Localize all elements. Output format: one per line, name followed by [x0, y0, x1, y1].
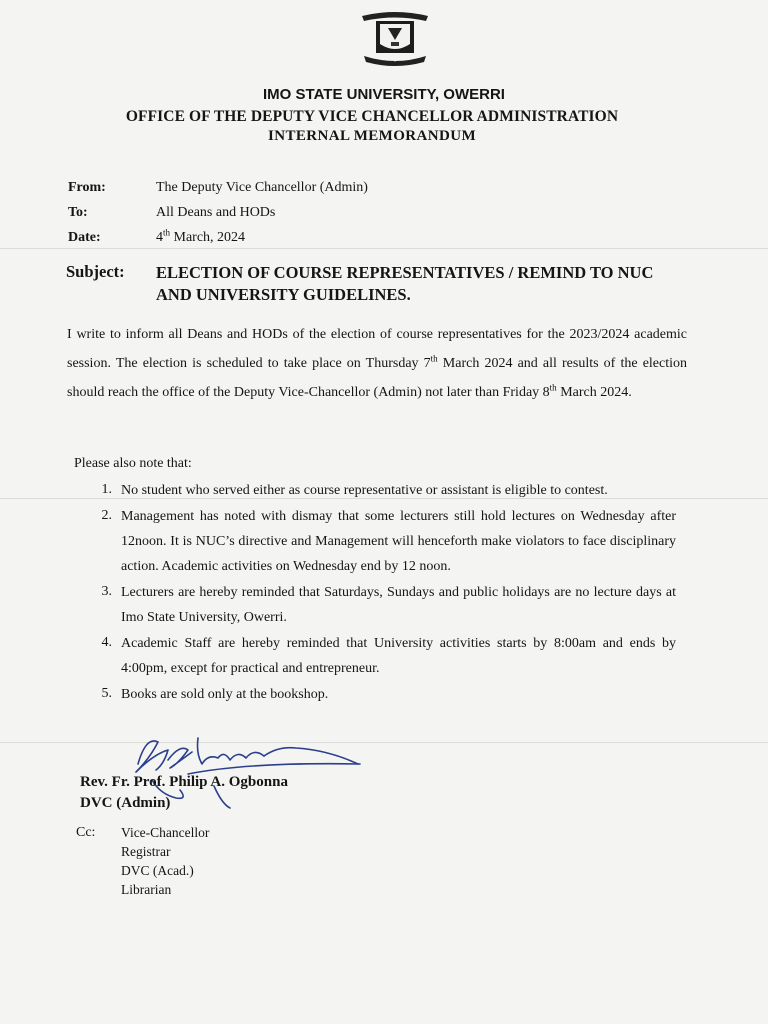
from-value: The Deputy Vice Chancellor (Admin)	[156, 180, 368, 195]
list-item: Management has noted with dismay that some lecturers still hold lectures on Wednesday after 12noon. It is NUC’s directive and Management will henceforth make violators to face disciplinary action. Academic activities on Wednesday end by 12 noon.	[121, 509, 676, 574]
cc-recipient: DVC (Acad.)	[121, 863, 194, 878]
memo-type: INTERNAL MEMORANDUM	[267, 128, 476, 144]
university-crest-icon	[356, 10, 434, 70]
body-paragraph	[67, 320, 687, 407]
cc-recipient: Librarian	[121, 882, 172, 897]
list-item: Books are sold only at the bookshop.	[121, 687, 329, 702]
notes-intro: Please also note that:	[74, 456, 192, 471]
date-label: Date:	[68, 230, 101, 245]
date-day: 4	[156, 230, 163, 245]
fold-line	[0, 248, 768, 249]
body-text: I write to inform all Deans and HODs of the election of course representatives for the 2023/2024 academic session. The election is scheduled to take place on Thursday 7	[67, 327, 687, 371]
list-item-number: 4.	[101, 635, 112, 650]
ordinal-suffix: th	[549, 382, 557, 393]
subject-label: Subject:	[66, 262, 125, 281]
list-item-number: 3.	[101, 584, 112, 599]
cc-recipient: Registrar	[121, 844, 171, 859]
to-value: All Deans and HODs	[156, 205, 276, 220]
cc-recipient: Vice-Chancellor	[121, 825, 210, 840]
date-rest: March, 2024	[170, 230, 246, 245]
list-item-number: 1.	[101, 482, 112, 497]
list-item: Academic Staff are hereby reminded that University activities starts by 8:00am and ends by 4:00pm, except for practical and entrepreneur.	[121, 636, 676, 676]
date-value	[156, 227, 246, 246]
ordinal-suffix: th	[430, 353, 438, 364]
body-text: March 2024.	[556, 385, 632, 400]
university-name: IMO STATE UNIVERSITY, OWERRI	[263, 86, 505, 103]
list-item-number: 2.	[101, 508, 112, 523]
from-label: From:	[68, 180, 106, 195]
office-title: OFFICE OF THE DEPUTY VICE CHANCELLOR ADMINISTRATION	[125, 108, 619, 125]
signer-title: DVC (Admin)	[80, 795, 171, 811]
to-label: To:	[68, 205, 88, 220]
body-text: March 2024 and all results of the election should reach the office of the Deputy Vice-Chancellor (Admin) not later than Friday 8	[67, 356, 688, 400]
date-suffix: th	[163, 227, 171, 238]
subject-text: ELECTION OF COURSE REPRESENTATIVES / REMIND TO NUC AND UNIVERSITY GUIDELINES.	[156, 263, 654, 304]
cc-label: Cc:	[76, 825, 96, 840]
list-item: No student who served either as course representative or assistant is eligible to contest.	[121, 483, 608, 498]
list-item: Lecturers are hereby reminded that Saturdays, Sundays and public holidays are no lecture days at Imo State University, Owerri.	[121, 585, 676, 625]
signer-name: Rev. Fr. Prof. Philip A. Ogbonna	[80, 774, 288, 790]
svg-text:☆: ☆	[393, 58, 397, 63]
list-item-number: 5.	[101, 686, 112, 701]
